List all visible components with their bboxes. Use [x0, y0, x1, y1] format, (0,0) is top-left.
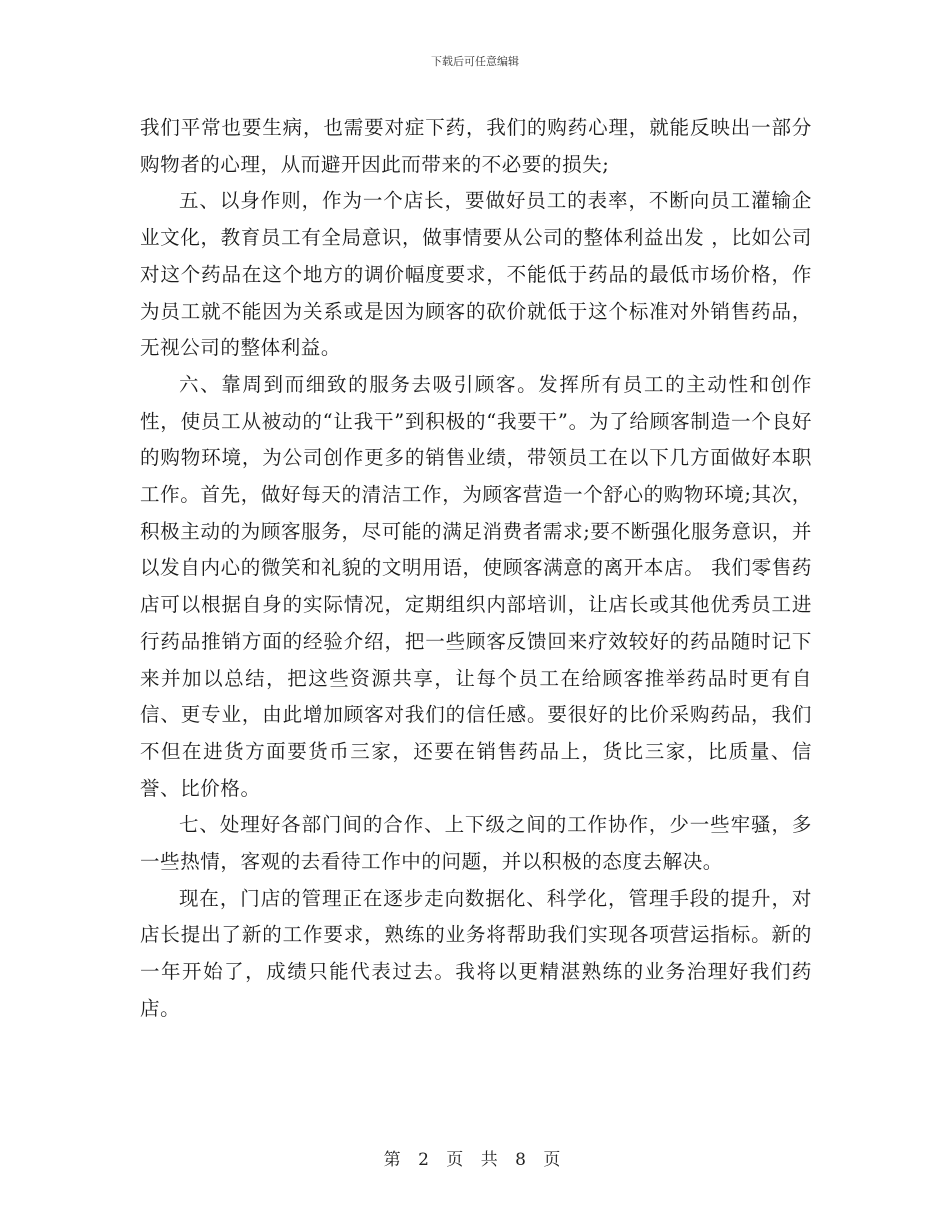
paragraph-seven: 七、处理好各部门间的合作、上下级之间的工作协作，少一些牢骚，多一些热情，客观的去看待工作中的问题，并以积极的态度去解决。 — [140, 813, 812, 874]
page-header: 下载后可任意编辑 — [431, 55, 519, 68]
paragraph-six: 六、靠周到而细致的服务去吸引顾客。发挥所有员工的主动性和创作性，使员工从被动的“让我干”到积极的“我要干”。为了给顾客制造一个良好的购物环境，为公司创作更多的销售业绩，带领员工在以下几方面做好本职工作。首先，做好每天的清洁工作，为顾客营造一个舒心的购物环境;其次，积极主动的为顾客服务，尽可能的满足消费者需求;要不断强化服务意识，并以发自内心的微笑和礼貌的文明用语，使顾客满意的离开本店。 我们零售药店可以根据自身的实际情况，定期组织内部培训，让店长或其他优秀员工进行药品推销方面的经验介绍，把一些顾客反馈回来疗效较好的药品随时记下来并加以总结，把这些资源共享，让每个员工在给顾客推举药品时更有自信、更专业，由此增加顾客对我们的信任感。要很好的比价采购药品，我们不但在进货方面要货币三家，还要在销售药品上，货比三家，比质量、信誉、比价格。 — [140, 372, 812, 800]
page-number-footer: 第 2 页 共 8 页 — [383, 1150, 567, 1170]
paragraph-continuation: 我们平常也要生病，也需要对症下药，我们的购药心理，就能反映出一部分购物者的心理，从而避开因此而带来的不必要的损失; — [140, 116, 812, 176]
paragraph-conclusion: 现在，门店的管理正在逐步走向数据化、科学化，管理手段的提升，对店长提出了新的工作要求，熟练的业务将帮助我们实现各项营运指标。新的一年开始了，成绩只能代表过去。我将以更精湛熟练的业务治理好我们药店。 — [140, 886, 812, 1020]
paragraph-five: 五、以身作则，作为一个店长，要做好员工的表率，不断向员工灌输企业文化，教育员工有全局意识，做事情要从公司的整体利益出发 ，比如公司对这个药品在这个地方的调价幅度要求，不能低于药品的最低市场价格，作为员工就不能因为关系或是因为顾客的砍价就低于这个标准对外销售药品，无视公司的整体利益。 — [140, 189, 812, 360]
document-body — [140, 110, 812, 1028]
